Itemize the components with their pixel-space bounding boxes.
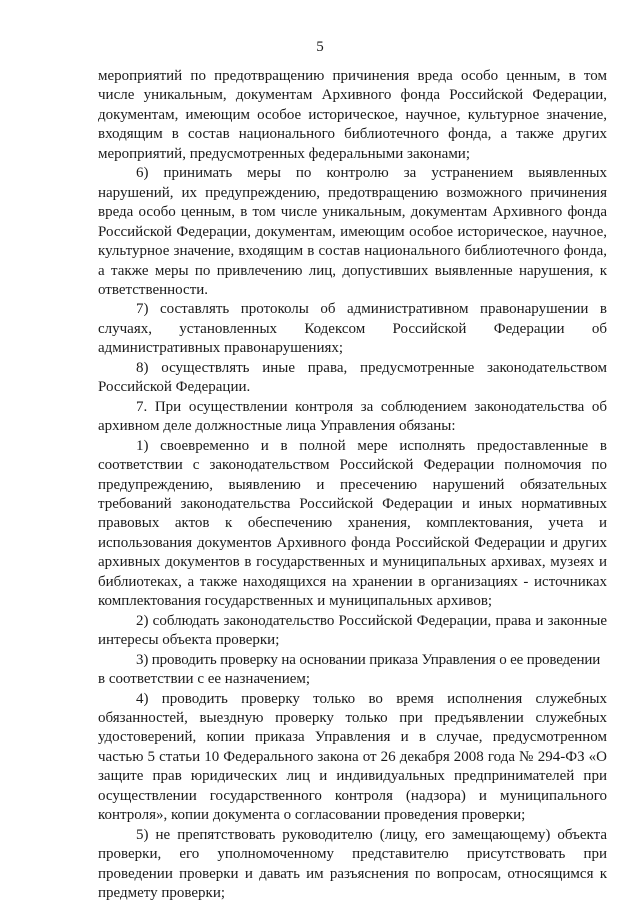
document-body [98, 67, 607, 903]
paragraph-duty-3: 3) проводить проверку на основании приказа Управления о ее проведении [136, 651, 601, 668]
paragraph-item-7: 7) составлять протоколы об административном правонарушении в случаях, установленных Кодексом Российской Федерации об административных правонарушениях; [98, 301, 607, 357]
page-number: 5 [316, 39, 324, 55]
paragraph-duty-3-continuation: в соответствии с ее назначением; [98, 671, 311, 688]
paragraph-section-7-heading: 7. При осуществлении контроля за соблюдением законодательства об архивном деле должностные лица Управления обязаны: [98, 398, 607, 435]
paragraph-duty-4: 4) проводить проверку только во время исполнения служебных обязанностей, выездную проверку только при предъявлении служебных удостоверений, копии приказа Управления и в случае, предусмотренном частью 5 статьи 10 Федерального закона от 26 декабря 2008 года № 294-ФЗ «О защите прав юридических лиц и индивидуальных предпринимателей при осуществлении государственного контроля (надзора) и муниципального контроля», копии документа о согласовании проведения проверки; [98, 690, 607, 824]
paragraph-item-8: 8) осуществлять иные права, предусмотренные законодательством Российской Федерации. [98, 359, 607, 396]
paragraph-measures-continuation: мероприятий по предотвращению причинения вреда особо ценным, в том числе уникальным, документам Архивного фонда Российской Федерации, документам, имеющим особое историческое, научное, культурное значение, входящим в состав национального библиотечного фонда, а также других мероприятий, предусмотренных федеральными законами; [98, 68, 607, 162]
paragraph-item-6: 6) принимать меры по контролю за устранением выявленных нарушений, их предупреждению, предотвращению возможного причинения вреда особо ценным, в том числе уникальным, документам Архивного фонда Российской Федерации, документам, имеющим особое историческое, научное, культурное значение, входящим в состав национального библиотечного фонда, а также меры по привлечению лиц, допустивших выявленные нарушения, к ответственности. [98, 165, 607, 298]
paragraph-duty-2: 2) соблюдать законодательство Российской Федерации, права и законные интересы объекта проверки; [98, 612, 607, 649]
paragraph-duty-1: 1) своевременно и в полной мере исполнять предоставленные в соответствии с законодательством Российской Федерации полномочия по предупреждению, выявлению и пресечению нарушений обязательных требований законодательства Российской Федерации и иных нормативных правовых актов к обеспечению хранения, комплектования, учета и использования документов Архивного фонда Российской Федерации и других архивных документов в государственных и муниципальных архивах, музеях и библиотеках, а также находящихся на хранении в организациях - источниках комплектования государственных и муниципальных архивов; [98, 437, 607, 610]
paragraph-duty-5: 5) не препятствовать руководителю (лицу, его замещающему) объекта проверки, его уполномоченному представителю присутствовать при проведении проверки и давать им разъяснения по вопросам, относящимся к предмету проверки; [98, 826, 607, 902]
